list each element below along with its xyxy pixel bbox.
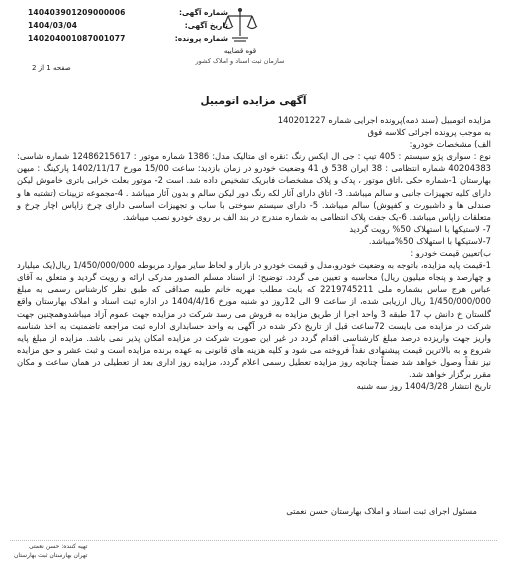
meta-value: 1404/03/04	[28, 21, 78, 30]
footnote-line-2: تهران بهارستان ثبت بهارستان	[14, 552, 88, 559]
page-title: آگهی مزایده اتومبیل	[200, 95, 307, 107]
org-line-1: قوه قضاییه	[223, 47, 257, 55]
organization-name	[180, 46, 300, 66]
body-paragraph: به موجب پرونده اجرائی کلاسه فوق	[367, 127, 491, 138]
org-line-2: سازمان ثبت اسناد و املاک کشور	[195, 57, 285, 65]
divider	[10, 540, 497, 541]
meta-label: شماره پرونده:	[174, 34, 228, 43]
footnote	[14, 542, 87, 560]
meta-value: 140204001087001077	[28, 34, 126, 43]
meta-label: تاریخ آگهی:	[184, 21, 228, 30]
body-paragraph: 1-قیمت پایه مزایده، باتوجه به وضعیت خودرو،مدل و قیمت خودرو در بازار و لحاظ سایر موارد مربوطه 1/450/000/000 ریال(یک میلیارد و چهارصد و پنجاه میلیون ریال) محاسبه و تعیین می گردد. توضیح: از اسناد مسلم الصدور مدرکی ارائه و رویت گردید و متعلق به آقای عباس هرج ساس بشماره ملی 2219745211 که بابت مطلب مهریه خانم طیبه صداقی که طبق نظر کارشناس رسمی به مبلغ 1/450/000/000 ریال ارزیابی شده، از ساعت 9 الی 12روز دو شنبه مورخ 1404/4/16 در اداره ثبت اسناد و املاک بهارستان واقع گلستان خ دانش پ 17 طبقه 3 واحد اجرا از طریق مزایده به فروش می رسد شرکت در مزایده جهت عموم آزاد میباشدوهمچنین جهت شرکت در مزایده می بایست 72ساعت قبل از تاریخ ذکر شده در آگهی به واحد حسابداری اداره ثبت مراجعه تاضمنیت به اخذ شناسه واریز جهت واریزده درصد مبلغ کارشناسی اقدام گردد در غیر این صورت شرکت در مزایده امکان پذیر نمی باشد. مزایده از مبلغ پایه شروع و به بالاترین قیمت پیشنهادی نقداً فروخته می شود و کلیه هزینه های قانونی به عهده برنده مزایده است و ثبت عشر و حق مزایده نیز نقداً وصول خواهد شد ضمناً چنانچه روز مزایده تعطیل رسمی اعلام گردد، مزایده روز اداری بعد از تعطیلی در همان ساعت و مکان مقرر برگزار خواهد شد.	[17, 260, 492, 379]
body-paragraph: مزایده اتومبیل (سند ذمه)پرونده اجرایی شماره 140201227	[277, 115, 491, 125]
notice-meta	[28, 6, 228, 45]
meta-row-notice-date	[28, 19, 228, 32]
notice-body	[17, 114, 491, 392]
footnote-line-1: تهیه کننده: حسن نعمتی	[28, 543, 88, 550]
body-paragraph: ب)تعیین قیمت خودرو :	[410, 248, 491, 259]
body-paragraph: تاریخ انتشار 1404/3/28 روز سه شنبه	[356, 381, 491, 392]
body-paragraph: 7-لاستیکها با استهلاک 50%میباشد.	[368, 235, 491, 246]
meta-row-case-number	[28, 32, 228, 45]
page-number: صفحه 1 از 2	[32, 64, 71, 72]
meta-label: شماره آگهی:	[178, 8, 228, 17]
body-paragraph: 7- لاستیکها با استهلاک 50% رویت گردید	[349, 223, 491, 234]
signature-line: مسئول اجرای ثبت اسناد و املاک بهارستان حسن نعمتی	[286, 506, 477, 516]
body-paragraph: نوع : سواری پژو سیستم : 405 تیپ : جی ال ایکس رنگ :نقره ای متالیک مدل: 1386 شماره موتور : 12486215617 شماره شاسی: 40204383 شماره انتظامی : 38 ایران 538 ق 41 وضعیت خودرو در زمان بازدید: ساعت 15/00 مورخ 1402/11/17 پارکینگ : میهن بهارستان 1-شماره حکی ،اتاق موتور ، پدک و پلاک مشخصات فابریک تشخیص داده شد. است 2- موتور بعلت خرابی باتری خاموش لیکن دارای کلیه تجهیزات جانبی و سالم میباشد. 3- اتاق دارای آثار لکه رنگ دور لیکن سالم و بدون آثار میباشد . 4-مجموعه تزیینات (تشتبه ها و صندلی ها و داشبورت و کفپوش) سالم میباشد. 5- دارای سیستم سوختی با ساب و تجهیزات اساسی دارای چرخ زاپاس اچار چرخ و متعلقات زاپاس میباشد. 6-یک جفت پلاک انتظامی به شماره مندرج در بند الف بر روی خودرو نصب میباشد.	[17, 151, 492, 222]
body-paragraph: الف) مشخصات خودرو:	[409, 139, 491, 150]
meta-value: 140403901209000006	[28, 8, 126, 17]
meta-row-notice-number	[28, 6, 228, 19]
